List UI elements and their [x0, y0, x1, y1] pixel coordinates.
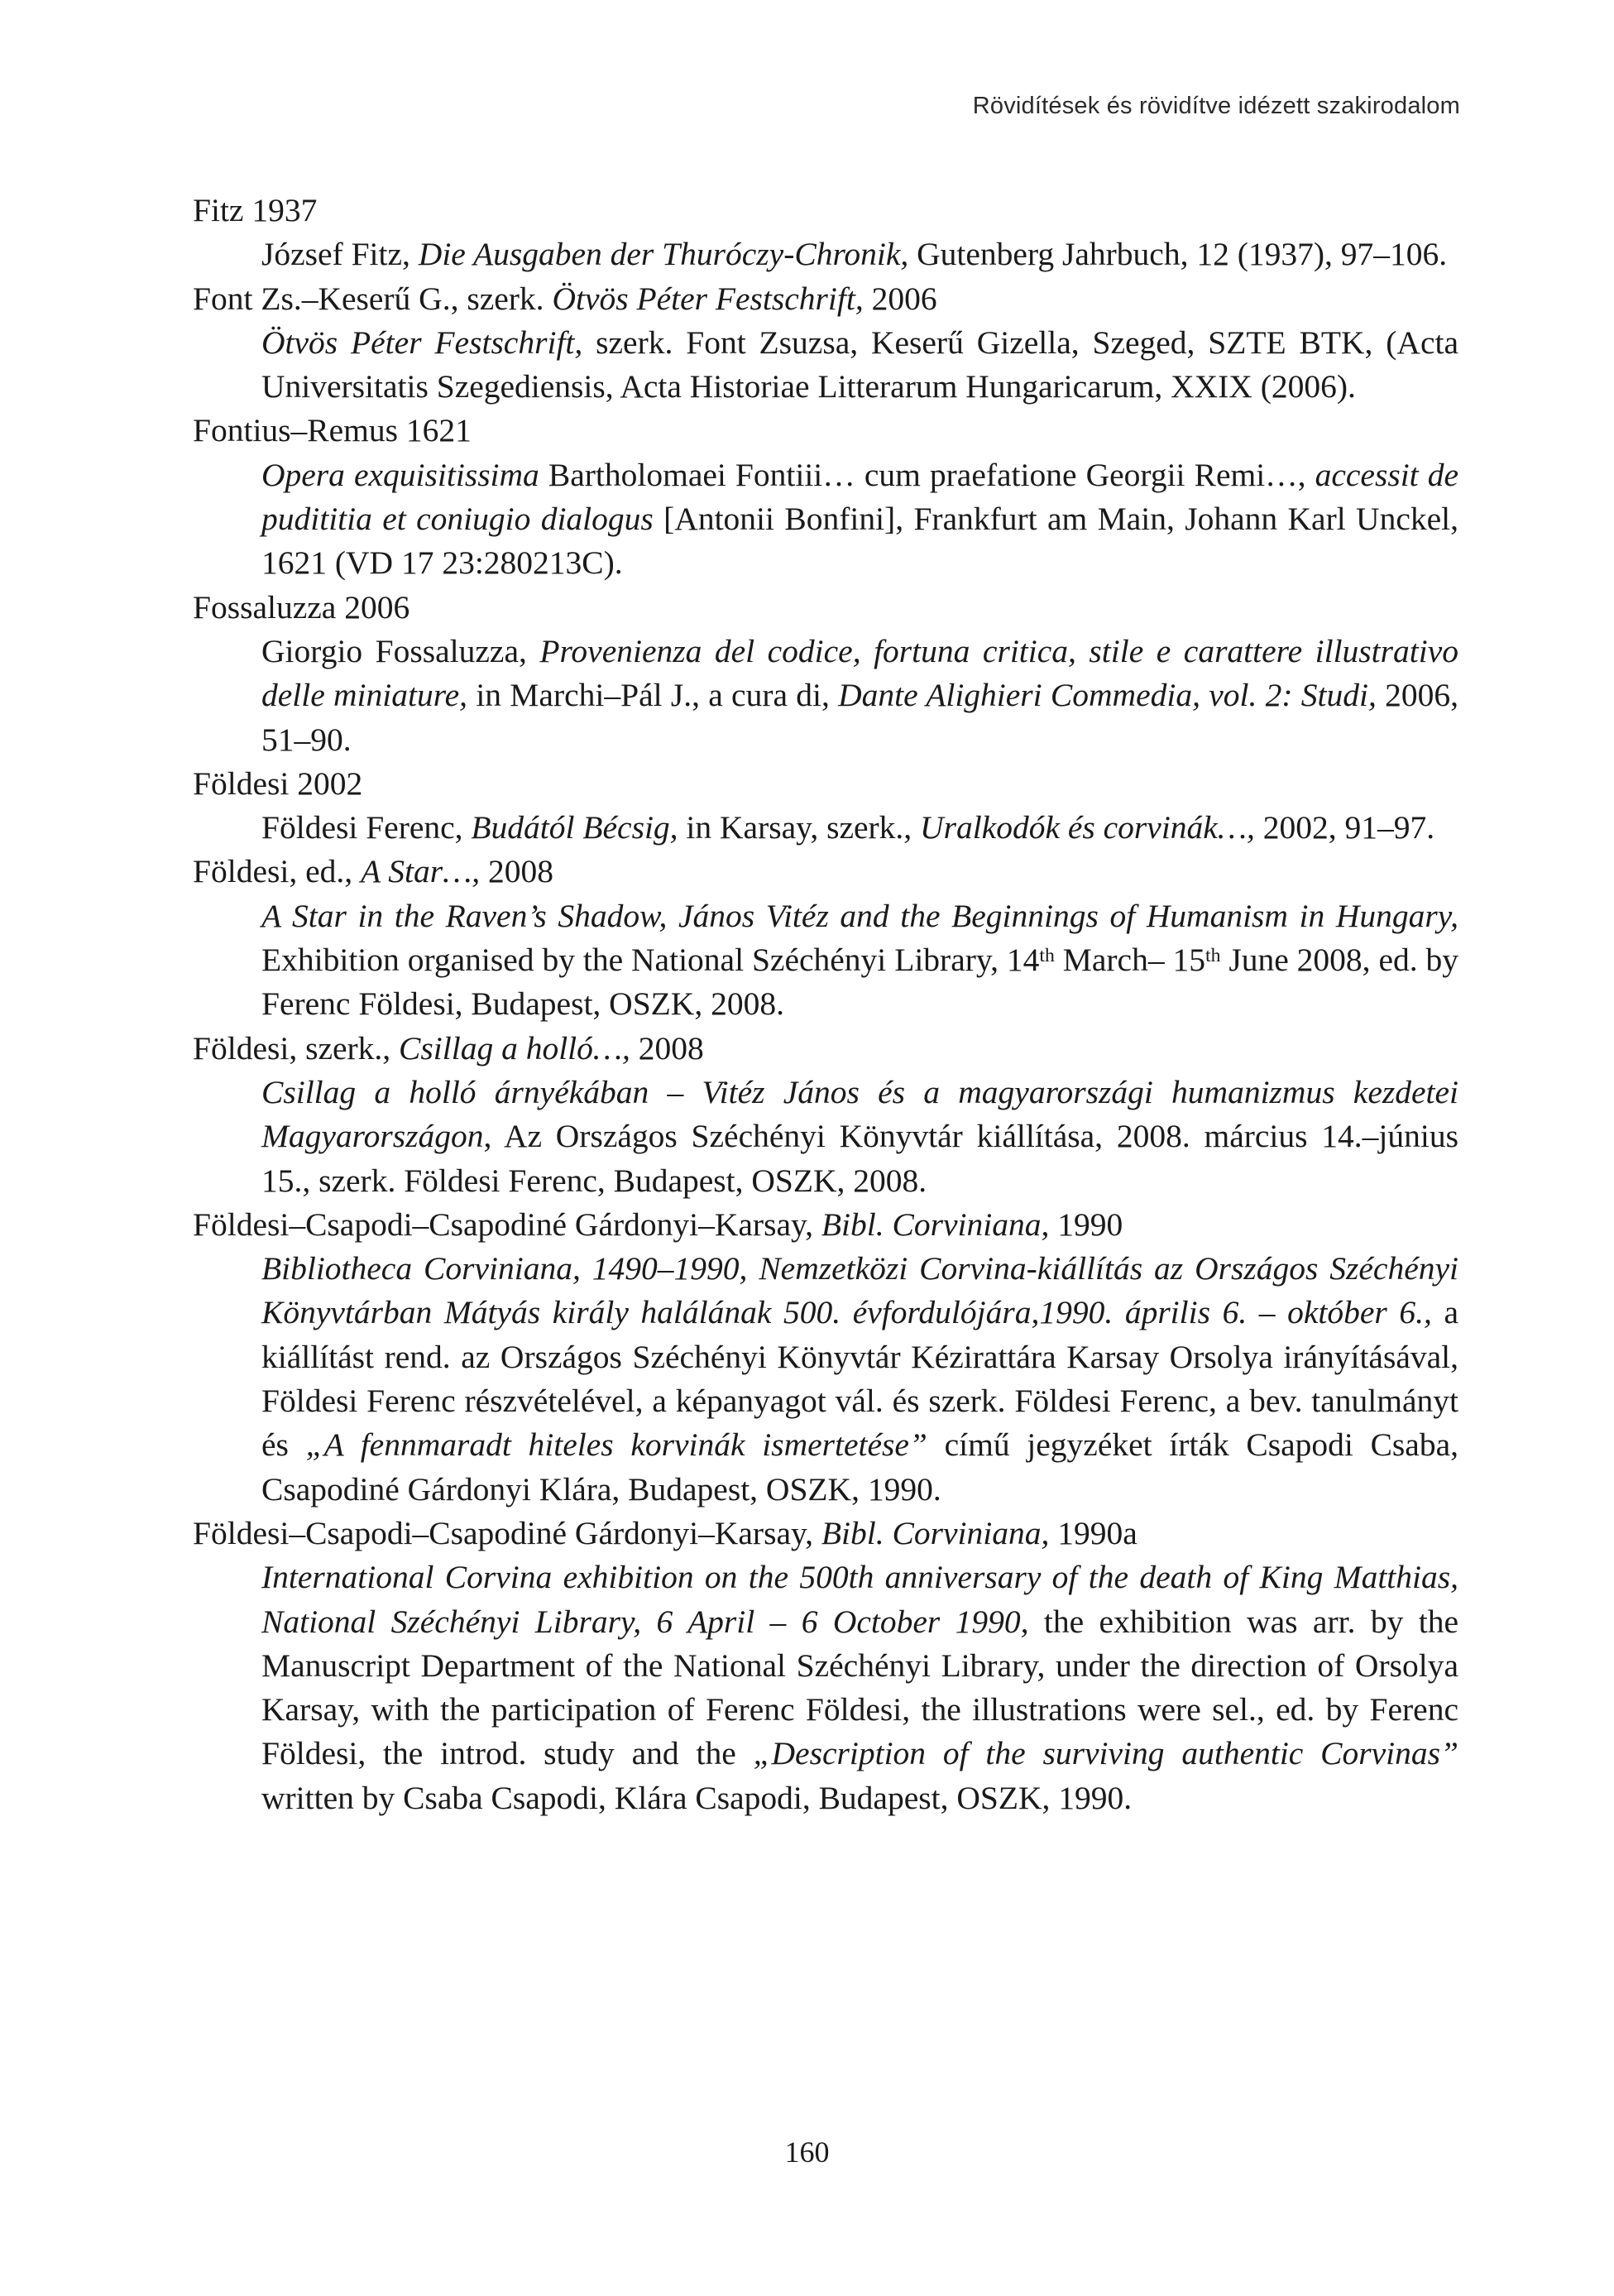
- entry-text: 2006: [863, 280, 937, 317]
- italic-title: Ötvös Péter Festschrift,: [261, 324, 583, 361]
- entry-text: written by Csaba Csapodi, Klára Csapodi, Budapest, OSZK, 1990.: [261, 1779, 1133, 1816]
- running-head: Rövidítések és rövidítve idézett szakirodalom: [972, 93, 1460, 119]
- entry-text: 1990a: [1049, 1514, 1137, 1551]
- entry-text: című jegyzéket írták Csapodi Csaba, Csapodiné Gárdonyi Klára, Budapest, OSZK, 1990.: [261, 1426, 1458, 1507]
- entry-abbreviation: [193, 1203, 1458, 1247]
- entry-text: Fossaluzza 2006: [193, 588, 410, 626]
- entry-text: 2008: [630, 1029, 704, 1067]
- superscript-text: th: [1205, 945, 1221, 967]
- entry-abbreviation: [193, 1512, 1458, 1555]
- italic-title: Provenienza del codice, fortuna critica, stile e carattere illustrativo delle miniature,: [261, 632, 1458, 714]
- entry-citation: [261, 453, 1458, 586]
- bibliography-entry: [193, 409, 1458, 585]
- entry-text: 2008: [480, 853, 553, 890]
- italic-title: Bibl. Corviniana,: [821, 1514, 1050, 1551]
- italic-title: Csillag a holló árnyékában – Vitéz János és a magyarországi humanizmus kezdetei Magyarországon: [261, 1073, 1458, 1155]
- entry-abbreviation: [193, 586, 1458, 630]
- entry-text: Fitz 1937: [193, 192, 318, 228]
- entry-text: the exhibition was arr. by the Manuscript Department of the National Széchényi Library, under the direction of Orsolya Karsay, with the participation of Ferenc Földesi, the illustrations were sel., ed. by Ferenc Földesi, the introd. study and the: [261, 1603, 1458, 1772]
- entry-text: Exhibition organised by the National Széchényi Library, 14: [261, 942, 1040, 979]
- entry-text: Földesi, ed.,: [193, 853, 361, 890]
- entry-text: Giorgio Fossaluzza,: [261, 632, 540, 669]
- italic-title: Bibliotheca Corviniana, 1490–1990, Nemzetközi Corvina-kiállítás az Országos Széchényi Könyvtárban Mátyás király halálának 500. évfordulójára,1990. április 6. – október 6.,: [261, 1250, 1458, 1331]
- italic-title: Budától Bécsig,: [471, 809, 678, 846]
- entry-text: József Fitz,: [261, 236, 419, 273]
- entry-text: [Antonii Bonfini], Frankfurt am Main, Johann Karl Unckel, 1621 (VD 17 23:280213C).: [261, 501, 1458, 582]
- italic-title: Csillag a holló…,: [399, 1029, 630, 1067]
- italic-title: Bibl. Corviniana,: [821, 1206, 1050, 1243]
- entry-citation: [261, 232, 1458, 276]
- entry-text: Földesi 2002: [193, 765, 363, 802]
- entry-citation: [261, 894, 1458, 1027]
- page-number: 160: [784, 2135, 830, 2169]
- entry-citation: [261, 1555, 1458, 1820]
- bibliography-entry: [193, 762, 1458, 851]
- bibliography-entry: [193, 1027, 1458, 1203]
- entry-text: Font Zs.–Keserű G., szerk.: [193, 280, 553, 317]
- bibliography-entry: [193, 586, 1458, 762]
- bibliography-entry: [193, 850, 1458, 1026]
- entry-citation: [261, 1071, 1458, 1203]
- italic-title: Uralkodók és corvinák…,: [920, 809, 1255, 846]
- entry-text: Gutenberg Jahrbuch, 12 (1937), 97–106.: [908, 236, 1448, 273]
- superscript-text: th: [1039, 945, 1055, 967]
- entry-text: March– 15: [1054, 942, 1205, 979]
- bibliography-entry: [193, 277, 1458, 410]
- bibliography-entry: [193, 189, 1458, 277]
- entry-abbreviation: [193, 762, 1458, 806]
- entry-abbreviation: [193, 409, 1458, 453]
- entry-text: 1990: [1049, 1206, 1123, 1243]
- entry-text: June 2008, ed. by Ferenc Földesi, Budapest, OSZK, 2008.: [261, 942, 1459, 1023]
- entry-citation: [261, 630, 1458, 762]
- italic-title: Die Ausgaben der Thuróczy-Chronik,: [418, 236, 909, 273]
- italic-title: Ötvös Péter Festschrift,: [552, 280, 864, 317]
- entry-text: Bartholomaei Fontiii… cum praefatione Georgii Remi…,: [539, 456, 1315, 493]
- italic-title: Dante Alighieri Commedia, vol. 2: Studi,: [838, 677, 1377, 714]
- bibliography-entry: [193, 1512, 1458, 1820]
- entry-text: , Az Országos Széchényi Könyvtár kiállítása, 2008. március 14.–június 15., szerk. Földesi Ferenc, Budapest, OSZK, 2008.: [261, 1118, 1458, 1199]
- entry-citation: [261, 1247, 1458, 1512]
- entry-text: in Marchi–Pál J., a cura di,: [467, 677, 839, 714]
- entry-abbreviation: [193, 1027, 1458, 1071]
- entry-text: 2006, 51–90.: [261, 677, 1458, 758]
- entry-text: 2002, 91–97.: [1254, 809, 1435, 846]
- italic-title: Opera exquisitissima: [261, 456, 539, 493]
- bibliography-entry: [193, 1203, 1458, 1512]
- entry-text: Földesi Ferenc,: [261, 809, 472, 846]
- italic-title: „Description of the surviving authentic Corvinas”: [753, 1735, 1458, 1772]
- italic-title: International Corvina exhibition on the 500th anniversary of the death of King Matthias, National Széchényi Library, 6 April – 6 October 1990,: [261, 1559, 1458, 1640]
- entry-citation: [261, 806, 1458, 850]
- entry-text: Fontius–Remus 1621: [193, 412, 472, 449]
- entry-text: Földesi–Csapodi–Csapodiné Gárdonyi–Karsay,: [193, 1206, 821, 1243]
- entry-text: Földesi–Csapodi–Csapodiné Gárdonyi–Karsay,: [193, 1514, 821, 1551]
- entry-text: in Karsay, szerk.,: [678, 809, 921, 846]
- entry-text: szerk. Font Zsuzsa, Keserű Gizella, Szeged, SZTE BTK, (Acta Universitatis Szegediensis, Acta Historiae Litterarum Hungaricarum, XXIX (2006).: [261, 324, 1458, 405]
- entry-text: a kiállítást rend. az Országos Széchényi Könyvtár Kézirattára Karsay Orsolya irányításával, Földesi Ferenc részvételével, a képanyagot vál. és szerk. Földesi Ferenc, a bev. tanulmányt és: [261, 1294, 1458, 1464]
- italic-title: A Star in the Raven’s Shadow, János Vitéz and the Beginnings of Humanism in Hungary,: [261, 897, 1458, 934]
- entry-citation: [261, 321, 1458, 410]
- entry-abbreviation: [193, 189, 1458, 232]
- bibliography-list: [193, 189, 1458, 1820]
- italic-title: accessit de pudititia et coniugio dialogus: [261, 456, 1458, 538]
- entry-text: Földesi, szerk.,: [193, 1029, 400, 1067]
- entry-abbreviation: [193, 277, 1458, 321]
- italic-title: A Star…,: [360, 853, 481, 890]
- entry-abbreviation: [193, 850, 1458, 894]
- italic-title: „A fennmaradt hiteles korvinák ismertetése”: [305, 1426, 927, 1464]
